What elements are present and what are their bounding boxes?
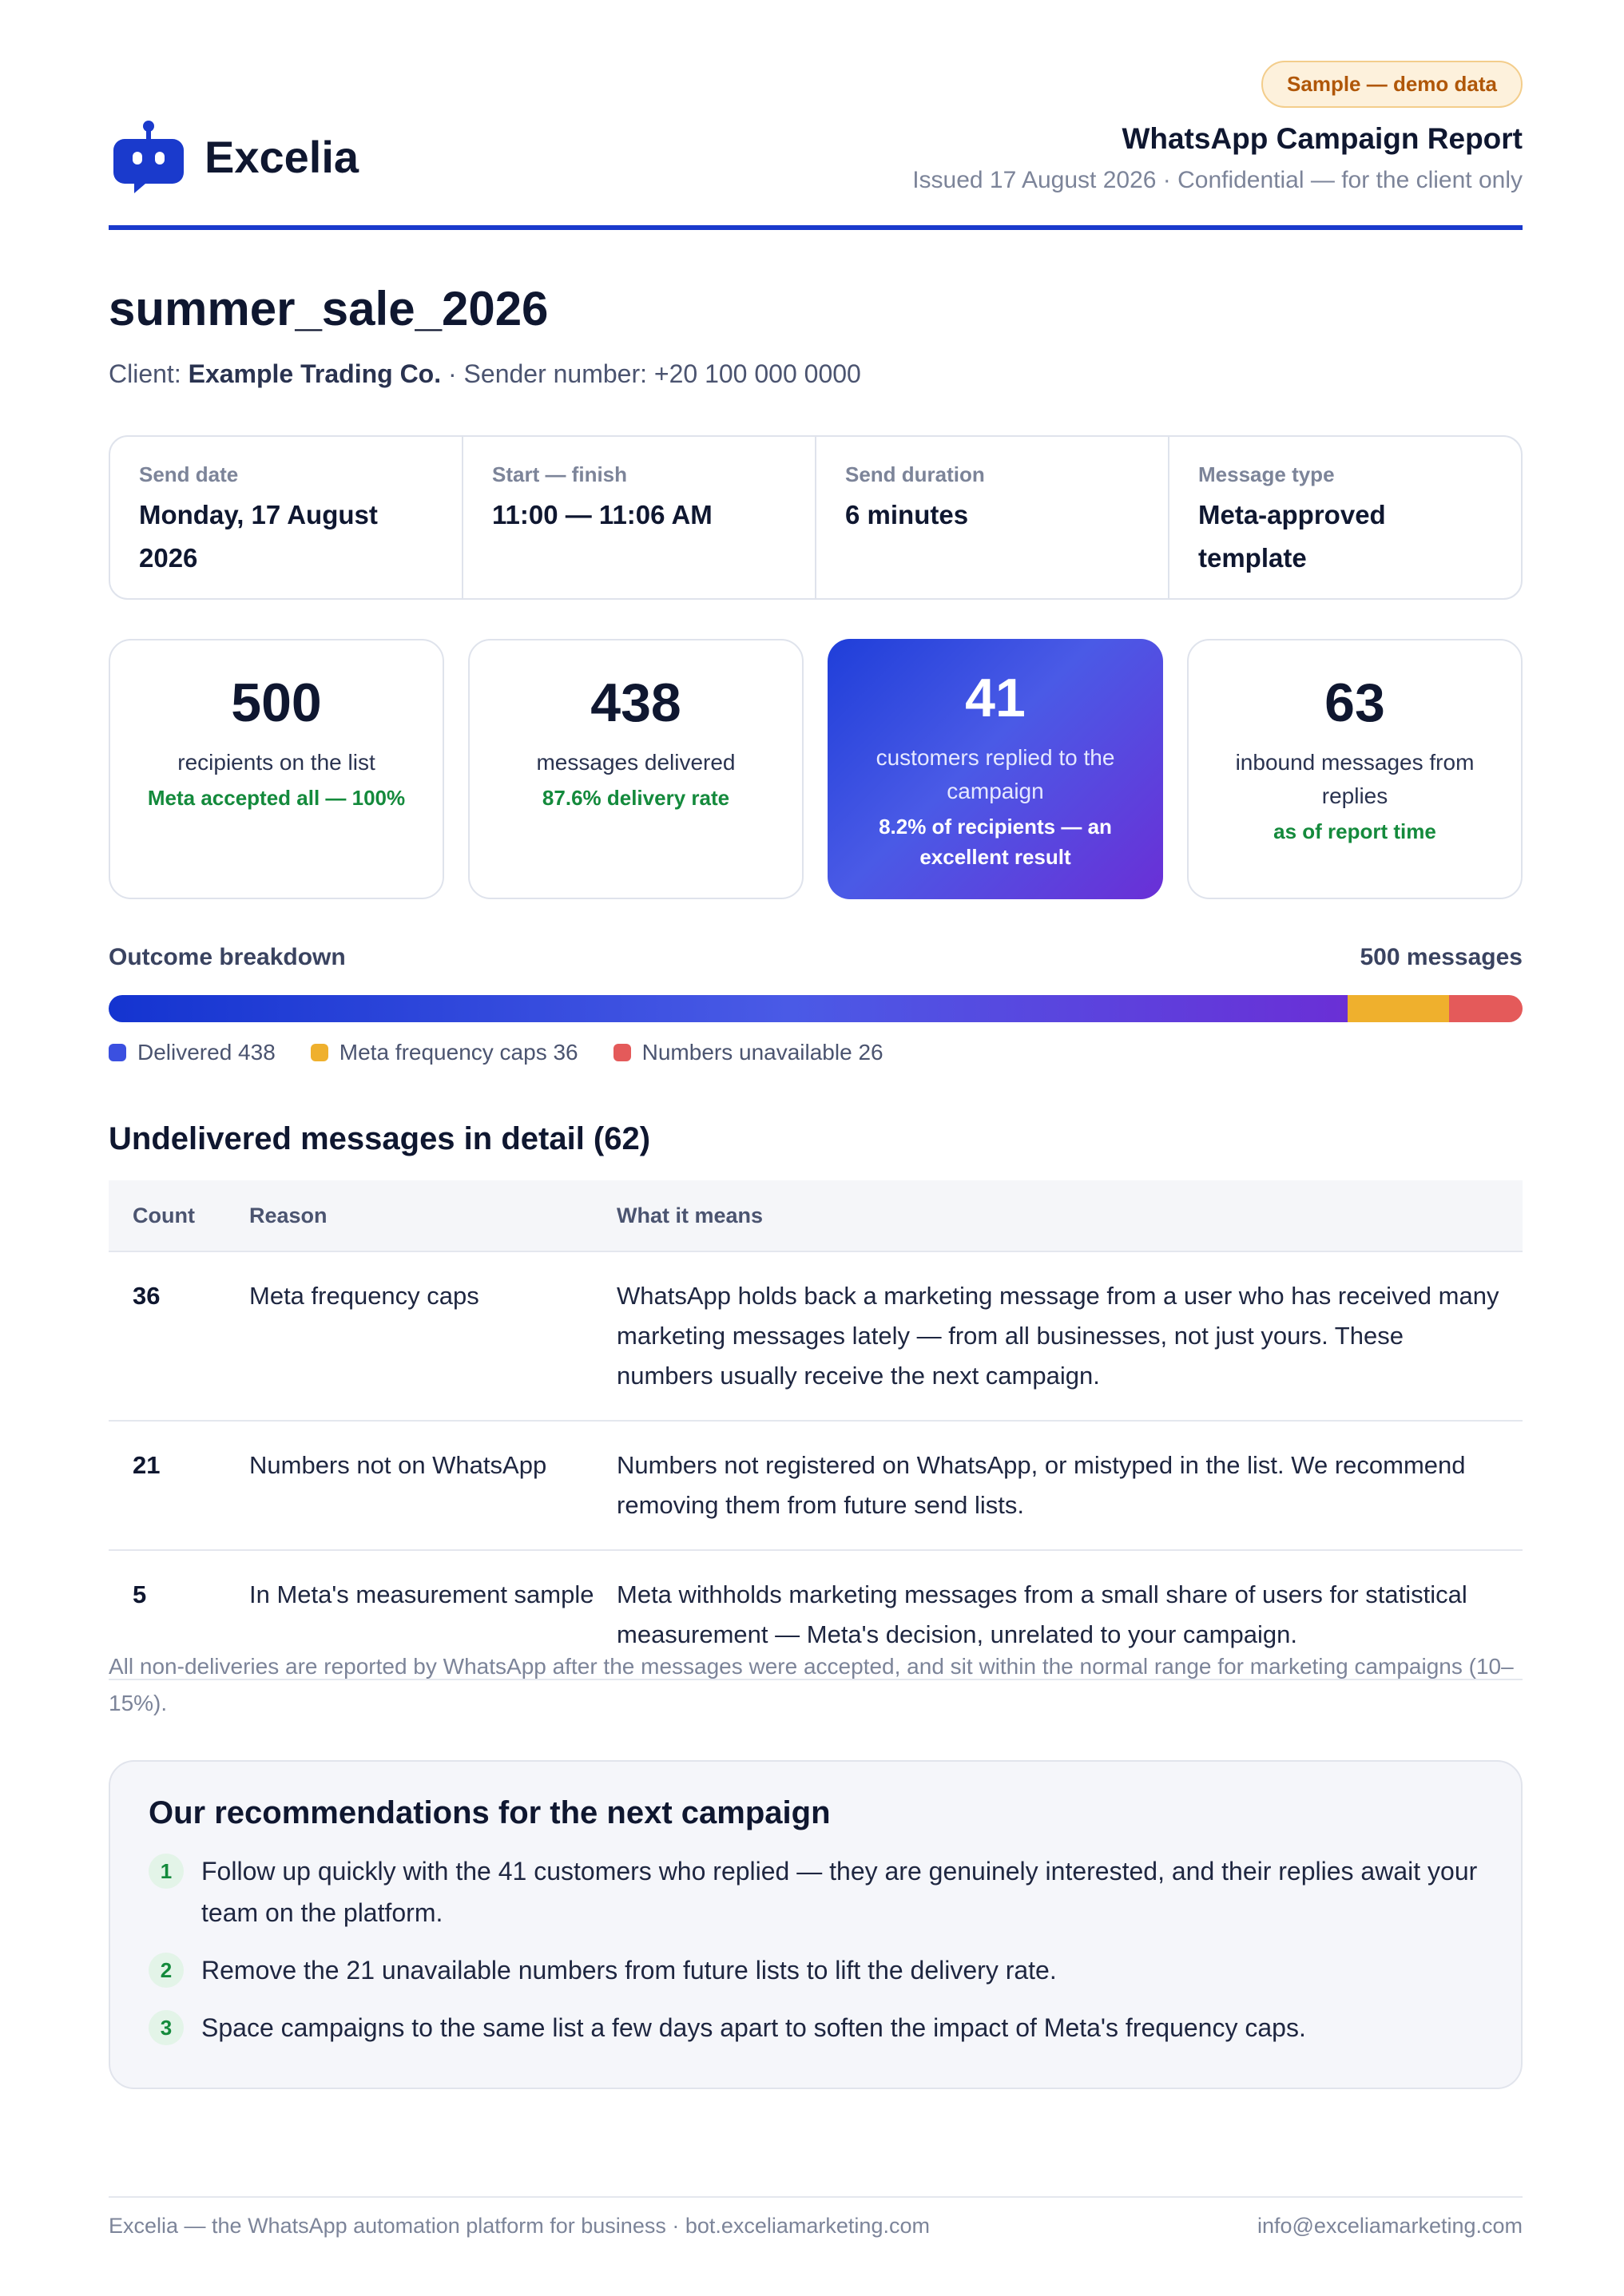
bar-segment-frequency-caps	[1348, 995, 1449, 1022]
legend-item	[311, 1040, 578, 1065]
info-send-date	[110, 437, 463, 598]
stat-number: 438	[590, 672, 681, 733]
stat-card-inbound	[1187, 639, 1523, 899]
stat-number: 41	[965, 668, 1026, 728]
recommendation-text: Remove the 21 unavailable numbers from future lists to lift the delivery rate.	[201, 1956, 1057, 1985]
stat-card-replies	[828, 639, 1163, 899]
row-count: 5	[133, 1580, 147, 1608]
recommendations-title: Our recommendations for the next campaign	[149, 1795, 831, 1830]
undelivered-footnote: All non-deliveries are reported by WhatsApp after the messages were accepted, and sit within the normal range for marketing campaigns (10–15%).	[109, 1654, 1514, 1715]
row-meaning: Numbers not registered on WhatsApp, or mistyped in the list. We recommend removing them from future send lists.	[617, 1451, 1466, 1519]
row-count: 36	[133, 1282, 161, 1310]
recommendation-item	[149, 2007, 1483, 2048]
stat-number: 63	[1324, 672, 1385, 733]
outcome-title: Outcome breakdown	[109, 944, 346, 970]
recommendation-number: 1	[149, 1854, 184, 1889]
client-label: Client:	[109, 359, 181, 388]
stat-note: as of report time	[1273, 819, 1436, 843]
undelivered-title: Undelivered messages in detail (62)	[109, 1121, 651, 1156]
brand-name: Excelia	[204, 131, 359, 182]
row-count: 21	[133, 1451, 161, 1479]
brand-logo	[109, 117, 359, 196]
recommendation-text: Follow up quickly with the 41 customers who replied — they are genuinely interested, and their replies await your team on the platform.	[201, 1857, 1478, 1927]
recommendation-number: 2	[149, 1953, 184, 1988]
row-reason: In Meta's measurement sample	[249, 1580, 594, 1608]
info-value: 6 minutes	[845, 500, 969, 529]
recommendation-item	[149, 1850, 1483, 1933]
row-reason: Numbers not on WhatsApp	[249, 1451, 547, 1479]
stat-card-recipients	[109, 639, 444, 899]
stat-number: 500	[231, 672, 322, 733]
robot-chat-icon	[109, 117, 189, 196]
stat-note: 8.2% of recipients — an excellent result	[879, 815, 1112, 869]
outcome-bar	[109, 995, 1523, 1022]
stat-note: 87.6% delivery rate	[542, 786, 730, 810]
info-value: Meta-approved template	[1198, 500, 1386, 573]
stat-note: Meta accepted all — 100%	[147, 786, 406, 810]
campaign-info-strip	[109, 435, 1523, 600]
legend-label: Numbers unavailable 26	[641, 1040, 883, 1065]
info-label: Message type	[1198, 462, 1335, 486]
sample-badge: Sample — demo data	[1261, 61, 1523, 108]
col-count: Count	[133, 1203, 195, 1227]
info-value: 11:00 — 11:06 AM	[492, 500, 713, 529]
report-title: WhatsApp Campaign Report	[1122, 122, 1523, 155]
client-line	[109, 359, 861, 389]
stat-label: recipients on the list	[177, 750, 375, 775]
stat-label: customers replied to the campaign	[876, 745, 1115, 803]
campaign-name: summer_sale_2026	[109, 282, 549, 335]
legend-swatch	[613, 1044, 631, 1061]
table-header	[109, 1180, 1523, 1252]
legend-swatch	[311, 1044, 328, 1061]
undelivered-table	[109, 1180, 1523, 1680]
legend-item	[109, 1040, 276, 1065]
table-row	[109, 1422, 1523, 1551]
legend-item	[613, 1040, 883, 1065]
row-reason: Meta frequency caps	[249, 1282, 479, 1310]
stat-label: inbound messages from replies	[1235, 750, 1475, 808]
info-start-finish	[463, 437, 816, 598]
header-divider	[109, 225, 1523, 230]
legend-label: Delivered 438	[137, 1040, 276, 1065]
info-value: Monday, 17 August 2026	[139, 500, 378, 573]
footer-email: info@exceliamarketing.com	[1257, 2214, 1523, 2238]
legend-swatch	[109, 1044, 126, 1061]
info-label: Send duration	[845, 462, 985, 486]
report-header	[912, 61, 1523, 194]
legend-label: Meta frequency caps 36	[339, 1040, 578, 1065]
table-row	[109, 1252, 1523, 1422]
sender-number: · Sender number: +20 100 000 0000	[441, 359, 861, 388]
col-reason: Reason	[249, 1203, 328, 1227]
col-meaning: What it means	[617, 1203, 764, 1227]
bar-segment-unavailable	[1449, 995, 1523, 1022]
recommendation-item	[149, 1949, 1483, 1991]
recommendation-text: Space campaigns to the same list a few days apart to soften the impact of Meta's frequency caps.	[201, 2013, 1306, 2042]
outcome-legend	[109, 1040, 919, 1065]
row-meaning: WhatsApp holds back a marketing message from a user who has received many marketing messages lately — from all businesses, not just yours. These numbers usually receive the next campaign.	[617, 1282, 1499, 1390]
recommendations-panel	[109, 1760, 1523, 2089]
info-label: Send date	[139, 462, 239, 486]
stat-card-delivered	[468, 639, 804, 899]
recommendations-list	[149, 1850, 1483, 2048]
info-send-duration	[816, 437, 1169, 598]
client-name: Example Trading Co.	[188, 359, 442, 388]
footer-divider	[109, 2196, 1523, 2198]
bar-segment-delivered	[109, 995, 1348, 1022]
issued-line: Issued 17 August 2026 · Confidential — for the client only	[912, 167, 1523, 193]
info-label: Start — finish	[492, 462, 628, 486]
info-message-type	[1169, 437, 1521, 598]
outcome-total: 500 messages	[1360, 944, 1523, 970]
stat-cards	[109, 639, 1523, 899]
recommendation-number: 3	[149, 2010, 184, 2045]
stat-label: messages delivered	[536, 750, 736, 775]
footer-left: Excelia — the WhatsApp automation platform for business · bot.exceliamarketing.com	[109, 2214, 930, 2238]
row-meaning: Meta withholds marketing messages from a small share of users for statistical measurement — Meta's decision, unrelated to your campaign.	[617, 1580, 1467, 1648]
